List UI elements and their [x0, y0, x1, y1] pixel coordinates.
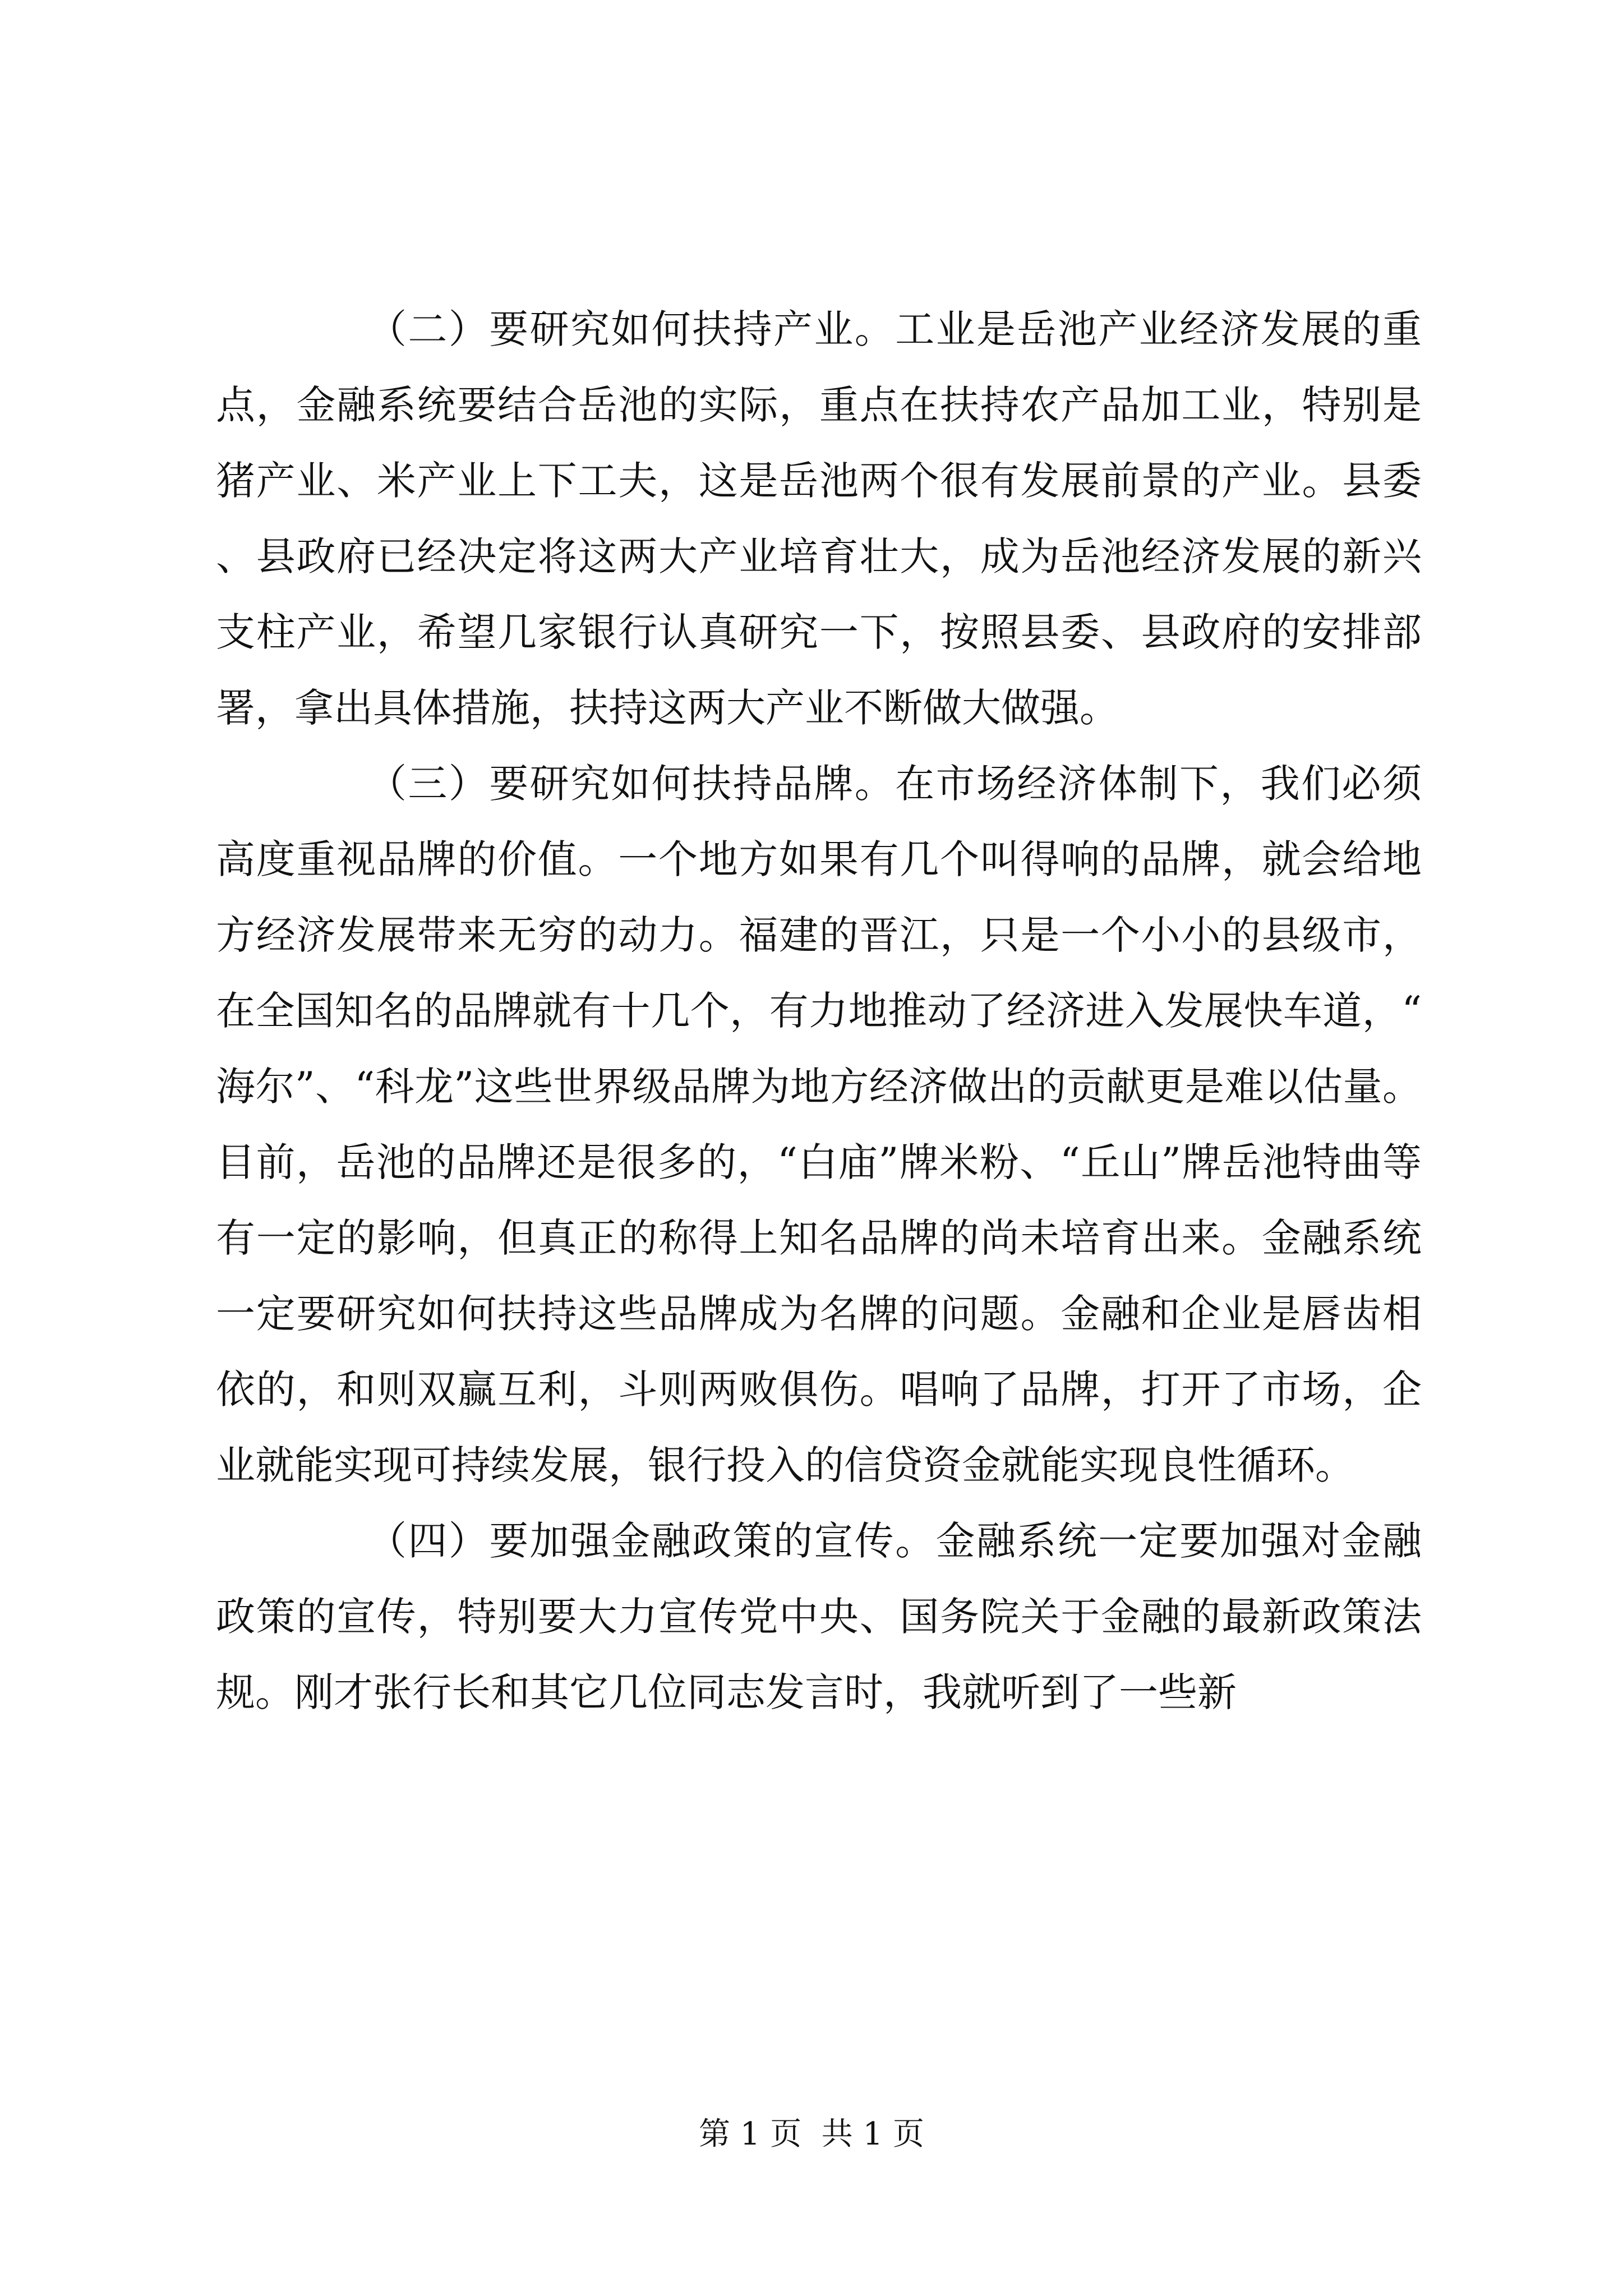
- document-body: [216, 292, 1422, 1731]
- paragraph-policy-publicity: （四）要加强金融政策的宣传。金融系统一定要加强对金融政策的宣传，特别要大力宣传党中央、国务院关于金融的最新政策法规。刚才张行长和其它几位同志发言时，我就听到了一些新: [216, 1518, 1422, 1715]
- page-footer: [0, 2115, 1623, 2154]
- paragraph-industry-support: （二）要研究如何扶持产业。工业是岳池产业经济发展的重点，金融系统要结合岳池的实际，重点在扶持农产品加工业，特别是猪产业、米产业上下工夫，这是岳池两个很有发展前景的产业。县委、县政府已经决定将这两大产业培育壮大，成为岳池经济发展的新兴支柱产业，希望几家银行认真研究一下，按照县委、县政府的安排部署，拿出具体措施，扶持这两大产业不断做大做强。: [216, 306, 1422, 731]
- page-number-label: 第 1 页 共 1 页: [698, 2116, 925, 2152]
- paragraph-brand-support: （三）要研究如何扶持品牌。在市场经济体制下，我们必须高度重视品牌的价值。一个地方如果有几个叫得响的品牌，就会给地方经济发展带来无穷的动力。福建的晋江，只是一个小小的县级市，在全国知名的品牌就有十几个，有力地推动了经济进入发展快车道，“海尔”、“科龙”这些世界级品牌为地方经济做出的贡献更是难以估量。目前，岳池的品牌还是很多的，“白庙”牌米粉、“丘山”牌岳池特曲等有一定的影响，但真正的称得上知名品牌的尚未培育出来。金融系统一定要研究如何扶持这些品牌成为名牌的问题。金融和企业是唇齿相依的，和则双赢互利，斗则两败俱伤。唱响了品牌，打开了市场，企业就能实现可持续发展，银行投入的信贷资金就能实现良性循环。: [216, 761, 1422, 1488]
